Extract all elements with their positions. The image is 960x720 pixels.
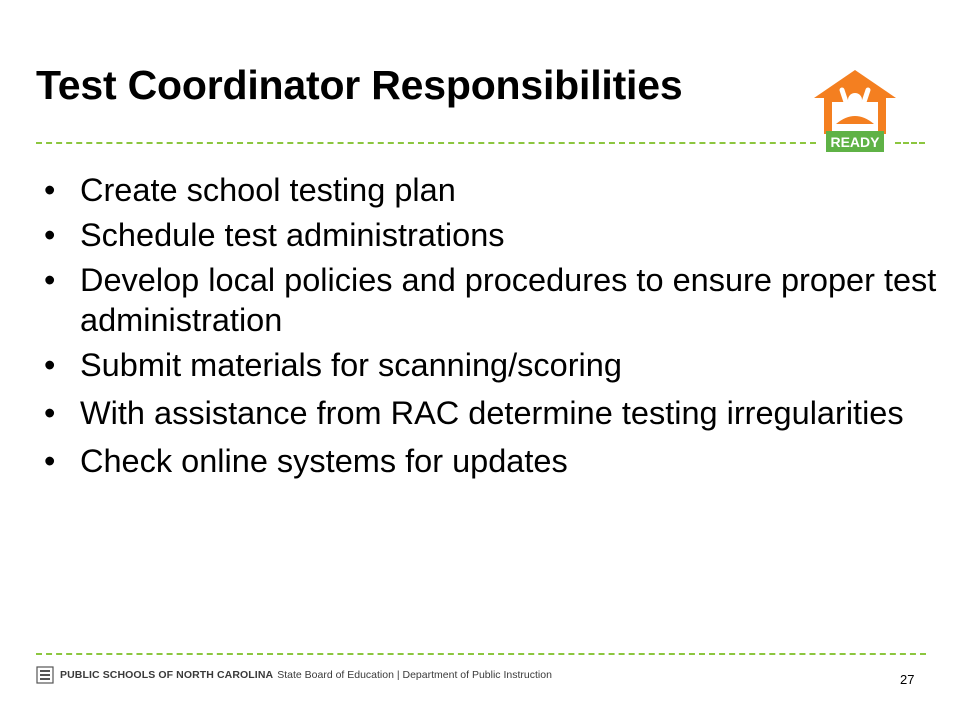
- bullet-icon: •: [44, 443, 56, 479]
- footer-org: PUBLIC SCHOOLS OF NORTH CAROLINA: [60, 669, 274, 681]
- bullet-list: [44, 170, 944, 486]
- bullet-item: [44, 170, 944, 210]
- bullet-icon: •: [44, 217, 56, 253]
- bullet-text: Check online systems for updates: [80, 443, 568, 479]
- bullet-icon: •: [44, 262, 56, 298]
- footer: [36, 664, 552, 686]
- logo-text: READY: [830, 134, 880, 150]
- footer-sub: State Board of Education | Department of Public Instruction: [277, 669, 552, 681]
- bullet-text: Submit materials for scanning/scoring: [80, 347, 622, 383]
- nc-seal-icon: [36, 666, 54, 684]
- title-divider-right: [895, 142, 925, 144]
- bullet-icon: •: [44, 395, 56, 431]
- bullet-item: [44, 215, 944, 255]
- footer-divider: [36, 653, 926, 655]
- bullet-item: [44, 260, 944, 340]
- bullet-item: [44, 390, 944, 436]
- bullet-text: Schedule test administrations: [80, 217, 505, 253]
- bullet-text: Create school testing plan: [80, 172, 456, 208]
- bullet-text: Develop local policies and procedures to ensure proper test administration: [80, 262, 937, 338]
- page-number: 27: [900, 672, 915, 687]
- bullet-item: [44, 441, 944, 481]
- bullet-icon: •: [44, 172, 56, 208]
- title-divider: [36, 142, 816, 144]
- slide-title: Test Coordinator Responsibilities: [36, 62, 683, 108]
- bullet-icon: •: [44, 347, 56, 383]
- bullet-item: [44, 345, 944, 385]
- ready-house-logo-icon: [812, 68, 898, 158]
- bullet-text: With assistance from RAC determine testing irregularities: [80, 395, 904, 431]
